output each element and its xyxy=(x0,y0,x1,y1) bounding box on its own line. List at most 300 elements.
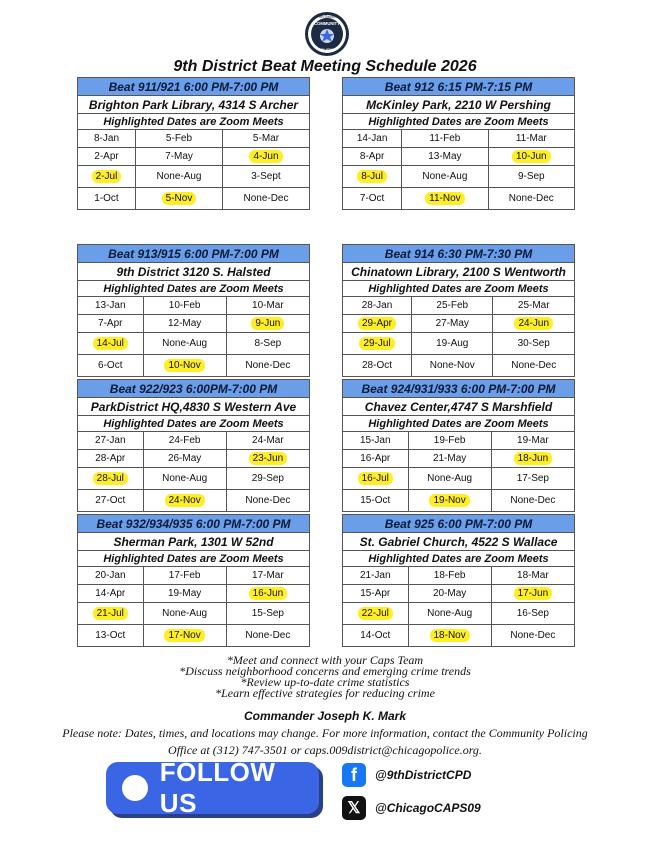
date-cell xyxy=(143,432,226,450)
date-row xyxy=(343,130,575,148)
zoom-date-text: 4-Jun xyxy=(249,150,282,163)
date-text: 8-Sep xyxy=(254,338,282,349)
date-cell xyxy=(343,355,412,377)
x-icon: 𝕏 xyxy=(342,796,366,820)
date-row xyxy=(78,490,310,512)
date-cell xyxy=(143,603,226,625)
date-text: 20-Jan xyxy=(94,570,126,581)
date-row xyxy=(343,315,575,333)
zoom-note-row xyxy=(343,416,575,432)
date-row xyxy=(343,625,575,647)
date-text: 12-May xyxy=(167,318,202,329)
date-cell xyxy=(143,333,226,355)
zoom-note-row xyxy=(343,281,575,297)
date-text: 18-Mar xyxy=(517,570,549,581)
beat-header: Beat 932/934/935 6:00 PM-7:00 PM xyxy=(78,515,310,533)
date-cell xyxy=(136,148,223,166)
date-text: 27-Jan xyxy=(94,435,126,446)
beat-header: Beat 912 6:15 PM-7:15 PM xyxy=(343,78,575,96)
date-row xyxy=(343,490,575,512)
date-text: None-Dec xyxy=(245,630,291,641)
date-text: 14-Jan xyxy=(356,133,388,144)
zoom-date-text: 29-Jul xyxy=(359,337,394,350)
zoom-note: Highlighted Dates are Zoom Meets xyxy=(78,551,310,567)
zoom-note: Highlighted Dates are Zoom Meets xyxy=(343,281,575,297)
zoom-date-text: 23-Jun xyxy=(249,452,288,465)
date-cell xyxy=(136,166,223,188)
date-row xyxy=(78,450,310,468)
date-cell xyxy=(488,166,574,188)
date-cell xyxy=(78,130,136,148)
date-row xyxy=(78,603,310,625)
date-text: 14-Oct xyxy=(360,630,391,641)
date-text: 7-May xyxy=(165,151,193,162)
beat-location-row xyxy=(343,533,575,551)
date-text: 14-Apr xyxy=(95,588,126,599)
date-text: None-Dec xyxy=(245,495,291,506)
svg-text:9th District: 9th District xyxy=(318,15,336,19)
beat-header-row xyxy=(343,515,575,533)
beat-header: Beat 911/921 6:00 PM-7:00 PM xyxy=(78,78,310,96)
zoom-note: Highlighted Dates are Zoom Meets xyxy=(343,114,575,130)
date-text: 10-Mar xyxy=(252,300,284,311)
date-cell xyxy=(222,130,309,148)
date-text: 15-Jan xyxy=(359,435,391,446)
date-cell xyxy=(78,450,144,468)
date-cell xyxy=(493,333,575,355)
beat-location: Brighton Park Library, 4314 S Archer xyxy=(78,96,310,114)
commander-name: Commander Joseph K. Mark xyxy=(243,709,407,723)
beat-location-row xyxy=(78,263,310,281)
date-cell xyxy=(408,625,491,647)
beat-location-row xyxy=(343,96,575,114)
zoom-date-text: 8-Jul xyxy=(357,170,387,183)
date-text: 5-Feb xyxy=(165,133,193,144)
date-cell xyxy=(143,585,226,603)
date-text: 7-Oct xyxy=(359,193,385,204)
date-cell xyxy=(343,166,402,188)
x-link[interactable] xyxy=(342,796,481,820)
date-text: 11-Mar xyxy=(515,133,547,144)
date-cell xyxy=(408,450,491,468)
date-cell xyxy=(488,130,574,148)
date-cell xyxy=(78,585,144,603)
zoom-date-text: 11-Nov xyxy=(425,192,465,205)
follow-us-label: FOLLOW US xyxy=(159,757,276,818)
date-row xyxy=(78,432,310,450)
zoom-date-text: 19-Nov xyxy=(429,494,469,507)
meeting-notes xyxy=(0,655,650,699)
date-row xyxy=(78,166,310,188)
date-cell xyxy=(493,355,575,377)
svg-text:COMMUNITY: COMMUNITY xyxy=(314,21,340,26)
date-text: 24-Feb xyxy=(168,435,201,446)
date-cell xyxy=(343,468,409,490)
beat-header-row xyxy=(78,515,310,533)
date-text: 18-Feb xyxy=(433,570,466,581)
date-cell xyxy=(226,297,309,315)
date-text: 30-Sep xyxy=(517,338,550,349)
date-cell xyxy=(222,148,309,166)
beat-header: Beat 914 6:30 PM-7:30 PM xyxy=(343,245,575,263)
date-cell xyxy=(78,166,136,188)
date-row xyxy=(78,130,310,148)
beat-location: ParkDistrict HQ,4830 S Western Ave xyxy=(78,398,310,416)
date-cell xyxy=(226,490,309,512)
zoom-note-row xyxy=(343,551,575,567)
zoom-date-text: 18-Nov xyxy=(430,629,470,642)
zoom-date-text: 18-Jun xyxy=(514,452,553,465)
date-cell xyxy=(78,490,144,512)
beat-header-row xyxy=(343,380,575,398)
date-cell xyxy=(493,315,575,333)
date-text: None-Dec xyxy=(508,193,554,204)
zoom-date-text: 29-Apr xyxy=(358,317,396,330)
date-text: None-Aug xyxy=(156,171,202,182)
date-cell xyxy=(491,432,574,450)
date-row xyxy=(78,297,310,315)
date-cell xyxy=(343,297,412,315)
date-text: 19-May xyxy=(167,588,202,599)
date-cell xyxy=(408,585,491,603)
date-text: None-Dec xyxy=(510,495,556,506)
date-cell xyxy=(491,625,574,647)
facebook-link[interactable] xyxy=(342,763,471,787)
date-cell xyxy=(343,130,402,148)
beat-table xyxy=(77,77,310,210)
date-cell xyxy=(222,166,309,188)
date-cell xyxy=(136,130,223,148)
date-row xyxy=(78,567,310,585)
date-cell xyxy=(491,603,574,625)
date-row xyxy=(343,603,575,625)
follow-us-button[interactable] xyxy=(106,757,319,818)
zoom-date-text: 17-Nov xyxy=(164,629,204,642)
beat-header-row xyxy=(78,78,310,96)
date-cell xyxy=(343,567,409,585)
date-text: 8-Jan xyxy=(93,133,119,144)
date-text: 27-May xyxy=(435,318,469,329)
date-text: None-Aug xyxy=(162,473,208,484)
date-cell xyxy=(491,450,574,468)
zoom-date-text: 10-Jun xyxy=(512,150,551,163)
beat-table xyxy=(342,379,575,512)
zoom-date-text: 2-Jul xyxy=(92,170,122,183)
zoom-date-text: 16-Jul xyxy=(358,472,393,485)
date-cell xyxy=(491,490,574,512)
disclaimer: Please note: Dates, times, and locations may change. For more information, contact the Community Policing Office at (312) 747-3501 or caps.009district@chicagopolice.org. xyxy=(62,726,588,757)
date-row xyxy=(78,315,310,333)
date-cell xyxy=(491,567,574,585)
date-text: 9-Sep xyxy=(517,171,545,182)
date-text: 13-Jan xyxy=(94,300,126,311)
date-text: 7-Apr xyxy=(98,318,123,329)
date-cell xyxy=(408,468,491,490)
date-text: 17-Sep xyxy=(516,473,549,484)
date-text: 15-Sep xyxy=(251,608,284,619)
beat-header: Beat 925 6:00 PM-7:00 PM xyxy=(343,515,575,533)
date-text: 19-Feb xyxy=(433,435,466,446)
date-text: 25-Feb xyxy=(436,300,469,311)
date-row xyxy=(78,468,310,490)
date-cell xyxy=(226,315,309,333)
zoom-date-text: 10-Nov xyxy=(164,359,204,372)
beat-location-row xyxy=(78,533,310,551)
zoom-date-text: 14-Jul xyxy=(93,337,128,350)
date-cell xyxy=(222,188,309,210)
date-text: None-Dec xyxy=(511,360,557,371)
date-cell xyxy=(78,355,144,377)
x-handle: @ChicagoCAPS09 xyxy=(375,801,481,815)
date-text: 17-Feb xyxy=(168,570,201,581)
date-cell xyxy=(408,567,491,585)
date-cell xyxy=(78,315,144,333)
date-text: 20-May xyxy=(432,588,467,599)
facebook-handle: @9thDistrictCPD xyxy=(375,768,472,782)
date-row xyxy=(343,297,575,315)
beat-header: Beat 924/931/933 6:00 PM-7:00 PM xyxy=(343,380,575,398)
date-text: 5-Mar xyxy=(252,133,280,144)
zoom-date-text: 22-Jul xyxy=(358,607,393,620)
date-text: 27-Oct xyxy=(95,495,126,506)
community-policing-logo xyxy=(304,11,350,57)
date-cell xyxy=(226,585,309,603)
date-cell xyxy=(343,603,409,625)
date-cell xyxy=(343,450,409,468)
date-row xyxy=(78,188,310,210)
zoom-date-text: 5-Nov xyxy=(162,192,197,205)
date-text: 29-Sep xyxy=(251,473,284,484)
date-row xyxy=(343,333,575,355)
beat-table xyxy=(77,244,310,377)
date-text: 15-Oct xyxy=(360,495,391,506)
beat-location: 9th District 3120 S. Halsted xyxy=(78,263,310,281)
date-cell xyxy=(226,468,309,490)
date-cell xyxy=(226,603,309,625)
zoom-note: Highlighted Dates are Zoom Meets xyxy=(343,416,575,432)
date-cell xyxy=(491,585,574,603)
date-row xyxy=(343,432,575,450)
beat-location: Chavez Center,4747 S Marshfield xyxy=(343,398,575,416)
note-line: *Discuss neighborhood concerns and emerging crime trends xyxy=(179,664,471,678)
date-cell xyxy=(343,490,409,512)
beat-location-row xyxy=(78,398,310,416)
date-cell xyxy=(493,297,575,315)
date-text: None-Dec xyxy=(510,630,556,641)
note-line: *Meet and connect with your Caps Team xyxy=(226,653,424,667)
date-cell xyxy=(226,432,309,450)
date-cell xyxy=(78,468,144,490)
date-text: 13-May xyxy=(428,151,462,162)
date-text: 16-Apr xyxy=(360,453,391,464)
date-text: None-Aug xyxy=(162,338,208,349)
date-cell xyxy=(143,297,226,315)
zoom-note: Highlighted Dates are Zoom Meets xyxy=(78,281,310,297)
date-cell xyxy=(226,333,309,355)
date-text: 1-Oct xyxy=(94,193,119,204)
date-cell xyxy=(412,333,493,355)
date-cell xyxy=(143,355,226,377)
date-cell xyxy=(78,567,144,585)
date-cell xyxy=(226,625,309,647)
date-cell xyxy=(78,188,136,210)
date-cell xyxy=(343,625,409,647)
date-text: 24-Mar xyxy=(252,435,284,446)
beat-location: McKinley Park, 2210 W Pershing xyxy=(343,96,575,114)
date-text: 25-Mar xyxy=(517,300,550,311)
date-cell xyxy=(143,468,226,490)
zoom-date-text: 24-Jun xyxy=(514,317,553,330)
circle-icon xyxy=(122,775,148,801)
note-line: *Learn effective strategies for reducing crime xyxy=(215,686,435,700)
beat-header: Beat 913/915 6:00 PM-7:00 PM xyxy=(78,245,310,263)
date-text: 28-Jan xyxy=(361,300,393,311)
zoom-note: Highlighted Dates are Zoom Meets xyxy=(343,551,575,567)
date-text: None-Dec xyxy=(243,193,289,204)
date-row xyxy=(343,355,575,377)
beat-table xyxy=(77,379,310,512)
date-cell xyxy=(78,432,144,450)
date-row xyxy=(78,585,310,603)
zoom-note-row xyxy=(78,416,310,432)
date-text: 28-Oct xyxy=(362,360,393,371)
beat-table xyxy=(342,514,575,647)
svg-text:POLICING: POLICING xyxy=(318,48,336,52)
date-row xyxy=(78,333,310,355)
date-row xyxy=(78,625,310,647)
date-cell xyxy=(78,603,144,625)
facebook-icon: f xyxy=(342,763,366,787)
date-cell xyxy=(343,188,402,210)
date-cell xyxy=(78,148,136,166)
date-text: 19-Aug xyxy=(436,338,469,349)
date-text: 28-Apr xyxy=(95,453,126,464)
note-line: *Review up-to-date crime statistics xyxy=(240,675,410,689)
date-row xyxy=(78,148,310,166)
date-text: 6-Oct xyxy=(98,360,123,371)
date-cell xyxy=(343,333,412,355)
zoom-date-text: 17-Jun xyxy=(514,587,553,600)
date-cell xyxy=(488,188,574,210)
date-text: 13-Oct xyxy=(95,630,126,641)
date-cell xyxy=(491,468,574,490)
date-row xyxy=(343,166,575,188)
date-text: None-Aug xyxy=(422,171,468,182)
date-cell xyxy=(78,297,144,315)
zoom-note: Highlighted Dates are Zoom Meets xyxy=(78,416,310,432)
date-text: 8-Apr xyxy=(359,151,385,162)
date-cell xyxy=(402,130,488,148)
date-cell xyxy=(343,148,402,166)
date-cell xyxy=(402,166,488,188)
date-text: 17-Mar xyxy=(252,570,284,581)
date-row xyxy=(343,450,575,468)
zoom-date-text: 16-Jun xyxy=(249,587,288,600)
beat-location-row xyxy=(78,96,310,114)
date-cell xyxy=(343,315,412,333)
date-text: None-Aug xyxy=(427,608,473,619)
date-text: None-Aug xyxy=(162,608,208,619)
beat-header-row xyxy=(343,245,575,263)
date-cell xyxy=(412,315,493,333)
date-cell xyxy=(143,567,226,585)
date-row xyxy=(343,148,575,166)
date-text: 19-Mar xyxy=(517,435,549,446)
beat-location: Chinatown Library, 2100 S Wentworth xyxy=(343,263,575,281)
date-cell xyxy=(143,490,226,512)
date-cell xyxy=(412,297,493,315)
date-cell xyxy=(78,625,144,647)
date-cell xyxy=(408,432,491,450)
date-text: 11-Feb xyxy=(429,133,461,144)
date-cell xyxy=(226,450,309,468)
zoom-note-row xyxy=(78,114,310,130)
date-cell xyxy=(226,567,309,585)
beat-header-row xyxy=(78,380,310,398)
page-title: 9th District Beat Meeting Schedule 2026 xyxy=(173,58,477,75)
date-cell xyxy=(488,148,574,166)
date-row xyxy=(343,585,575,603)
date-cell xyxy=(343,432,409,450)
date-cell xyxy=(408,490,491,512)
zoom-date-text: 21-Jul xyxy=(93,607,128,620)
date-text: 10-Feb xyxy=(168,300,201,311)
date-text: 26-May xyxy=(167,453,202,464)
date-row xyxy=(78,355,310,377)
zoom-note: Highlighted Dates are Zoom Meets xyxy=(78,114,310,130)
date-cell xyxy=(78,333,144,355)
date-cell xyxy=(143,625,226,647)
date-cell xyxy=(402,148,488,166)
zoom-date-text: 28-Jul xyxy=(93,472,128,485)
beat-header-row xyxy=(343,78,575,96)
date-cell xyxy=(412,355,493,377)
date-cell xyxy=(226,355,309,377)
date-cell xyxy=(343,585,409,603)
zoom-note-row xyxy=(78,551,310,567)
beat-header-row xyxy=(78,245,310,263)
date-cell xyxy=(143,450,226,468)
date-text: 3-Sept xyxy=(251,171,281,182)
date-row xyxy=(343,468,575,490)
date-text: None-Nov xyxy=(429,360,475,371)
beat-location-row xyxy=(343,398,575,416)
date-text: 21-May xyxy=(432,453,467,464)
beat-location: Sherman Park, 1301 W 52nd xyxy=(78,533,310,551)
beat-location-row xyxy=(343,263,575,281)
zoom-note-row xyxy=(78,281,310,297)
beat-table xyxy=(342,77,575,210)
beat-header: Beat 922/923 6:00PM-7:00 PM xyxy=(78,380,310,398)
beat-table xyxy=(342,244,575,377)
date-text: None-Aug xyxy=(427,473,473,484)
date-row xyxy=(343,567,575,585)
date-text: 16-Sep xyxy=(516,608,549,619)
date-cell xyxy=(402,188,488,210)
date-cell xyxy=(408,603,491,625)
date-text: 15-Apr xyxy=(360,588,391,599)
zoom-date-text: 24-Nov xyxy=(165,494,205,507)
zoom-date-text: 9-Jun xyxy=(251,317,284,330)
date-text: None-Dec xyxy=(245,360,291,371)
beat-location: St. Gabriel Church, 4522 S Wallace xyxy=(343,533,575,551)
date-row xyxy=(343,188,575,210)
date-cell xyxy=(143,315,226,333)
date-text: 21-Jan xyxy=(359,570,391,581)
date-cell xyxy=(136,188,223,210)
date-text: 2-Apr xyxy=(94,151,119,162)
beat-table xyxy=(77,514,310,647)
